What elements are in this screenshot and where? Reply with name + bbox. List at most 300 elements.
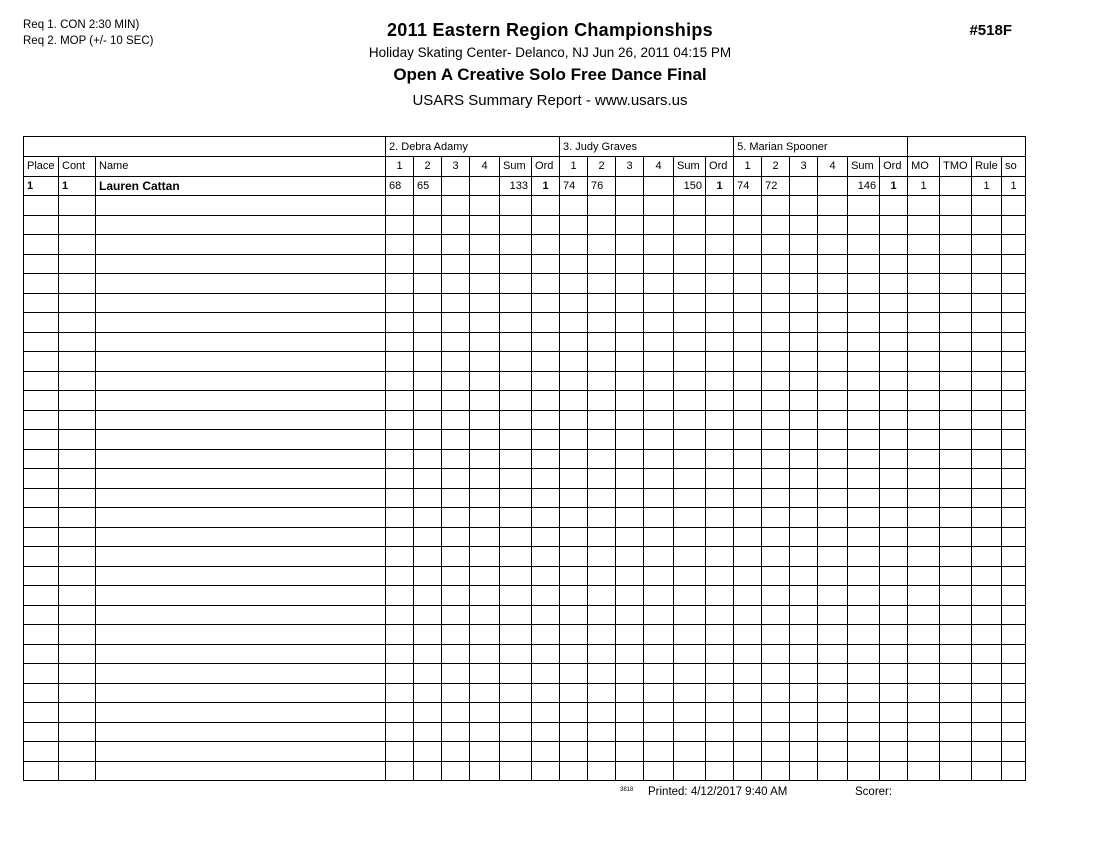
empty-cell <box>59 391 96 411</box>
empty-cell <box>96 527 386 547</box>
empty-cell <box>790 488 818 508</box>
empty-cell <box>848 293 880 313</box>
empty-cell <box>762 664 790 684</box>
empty-cell <box>588 215 616 235</box>
empty-cell <box>940 196 972 216</box>
empty-cell <box>442 293 470 313</box>
empty-cell <box>532 235 560 255</box>
empty-cell <box>96 488 386 508</box>
empty-cell <box>59 664 96 684</box>
empty-cell <box>532 391 560 411</box>
column-header-row <box>24 157 1026 177</box>
empty-cell <box>532 430 560 450</box>
empty-cell <box>470 625 500 645</box>
empty-cell <box>96 254 386 274</box>
empty-cell <box>470 391 500 411</box>
j2-score-1: 74 <box>560 176 588 196</box>
empty-cell <box>880 391 908 411</box>
empty-cell <box>96 352 386 372</box>
col-header-j2-s4: 4 <box>644 157 674 177</box>
empty-cell <box>644 547 674 567</box>
empty-cell <box>674 313 706 333</box>
table-row-empty <box>24 566 1026 586</box>
empty-cell <box>96 605 386 625</box>
empty-cell <box>386 683 414 703</box>
empty-cell <box>972 196 1002 216</box>
table-row-empty <box>24 313 1026 333</box>
empty-cell <box>940 625 972 645</box>
empty-cell <box>532 196 560 216</box>
empty-cell <box>644 215 674 235</box>
empty-cell <box>96 742 386 762</box>
empty-cell <box>588 761 616 781</box>
empty-cell <box>442 508 470 528</box>
j3-sum: 146 <box>848 176 880 196</box>
empty-cell <box>706 527 734 547</box>
empty-cell <box>790 586 818 606</box>
empty-cell <box>386 605 414 625</box>
empty-cell <box>790 508 818 528</box>
empty-cell <box>616 196 644 216</box>
empty-cell <box>818 761 848 781</box>
empty-cell <box>972 644 1002 664</box>
empty-cell <box>96 586 386 606</box>
empty-cell <box>386 254 414 274</box>
empty-cell <box>818 664 848 684</box>
col-header-place: Place <box>24 157 59 177</box>
empty-cell <box>790 215 818 235</box>
empty-cell <box>560 664 588 684</box>
empty-cell <box>706 742 734 762</box>
table-row-empty <box>24 703 1026 723</box>
empty-cell <box>818 430 848 450</box>
empty-cell <box>24 625 59 645</box>
empty-cell <box>414 410 442 430</box>
empty-cell <box>96 625 386 645</box>
empty-cell <box>59 644 96 664</box>
empty-cell <box>616 430 644 450</box>
empty-cell <box>762 488 790 508</box>
tmo-cell <box>940 176 972 196</box>
empty-cell <box>414 566 442 586</box>
empty-cell <box>940 664 972 684</box>
empty-cell <box>414 430 442 450</box>
empty-cell <box>908 703 940 723</box>
empty-cell <box>790 332 818 352</box>
empty-cell <box>734 586 762 606</box>
col-header-j1-ord: Ord <box>532 157 560 177</box>
empty-cell <box>500 215 532 235</box>
empty-cell <box>790 254 818 274</box>
empty-cell <box>880 430 908 450</box>
table-row-empty <box>24 547 1026 567</box>
empty-cell <box>500 547 532 567</box>
empty-cell <box>414 547 442 567</box>
empty-cell <box>818 215 848 235</box>
empty-cell <box>470 547 500 567</box>
empty-cell <box>848 449 880 469</box>
empty-cell <box>588 274 616 294</box>
table-row-empty <box>24 274 1026 294</box>
j1-score-1: 68 <box>386 176 414 196</box>
empty-cell <box>24 683 59 703</box>
empty-cell <box>442 410 470 430</box>
empty-cell <box>972 449 1002 469</box>
empty-cell <box>470 605 500 625</box>
empty-cell <box>414 274 442 294</box>
empty-cell <box>644 664 674 684</box>
empty-cell <box>532 742 560 762</box>
empty-cell <box>532 274 560 294</box>
empty-cell <box>386 274 414 294</box>
empty-cell <box>500 664 532 684</box>
empty-cell <box>532 313 560 333</box>
empty-cell <box>762 644 790 664</box>
empty-cell <box>880 313 908 333</box>
empty-cell <box>1002 742 1026 762</box>
empty-cell <box>59 313 96 333</box>
empty-cell <box>1002 430 1026 450</box>
empty-cell <box>24 430 59 450</box>
empty-cell <box>96 508 386 528</box>
empty-cell <box>908 235 940 255</box>
empty-cell <box>790 683 818 703</box>
empty-cell <box>706 644 734 664</box>
empty-cell <box>588 664 616 684</box>
empty-cell <box>588 586 616 606</box>
empty-cell <box>470 586 500 606</box>
empty-cell <box>818 625 848 645</box>
empty-cell <box>1002 469 1026 489</box>
empty-cell <box>616 371 644 391</box>
empty-cell <box>790 547 818 567</box>
empty-cell <box>818 605 848 625</box>
empty-cell <box>560 430 588 450</box>
empty-cell <box>762 605 790 625</box>
empty-cell <box>848 215 880 235</box>
empty-cell <box>940 254 972 274</box>
empty-cell <box>500 644 532 664</box>
empty-cell <box>470 196 500 216</box>
empty-cell <box>532 605 560 625</box>
empty-cell <box>96 391 386 411</box>
empty-cell <box>706 332 734 352</box>
empty-cell <box>880 566 908 586</box>
empty-cell <box>848 664 880 684</box>
empty-cell <box>588 332 616 352</box>
empty-cell <box>532 527 560 547</box>
empty-cell <box>1002 254 1026 274</box>
empty-cell <box>818 196 848 216</box>
empty-cell <box>818 469 848 489</box>
empty-cell <box>386 410 414 430</box>
empty-cell <box>706 293 734 313</box>
empty-cell <box>442 215 470 235</box>
empty-cell <box>940 410 972 430</box>
empty-cell <box>818 547 848 567</box>
col-header-j3-sum: Sum <box>848 157 880 177</box>
empty-cell <box>414 449 442 469</box>
empty-cell <box>790 742 818 762</box>
empty-cell <box>972 293 1002 313</box>
empty-cell <box>532 293 560 313</box>
empty-cell <box>848 371 880 391</box>
empty-cell <box>706 449 734 469</box>
event-number: #518F <box>969 22 1012 39</box>
empty-cell <box>940 332 972 352</box>
empty-cell <box>674 527 706 547</box>
empty-cell <box>442 527 470 547</box>
empty-cell <box>470 508 500 528</box>
empty-cell <box>532 664 560 684</box>
empty-cell <box>734 761 762 781</box>
empty-cell <box>500 703 532 723</box>
empty-cell <box>59 566 96 586</box>
empty-cell <box>674 644 706 664</box>
empty-cell <box>616 683 644 703</box>
empty-cell <box>972 254 1002 274</box>
empty-cell <box>386 547 414 567</box>
empty-cell <box>908 313 940 333</box>
empty-cell <box>848 391 880 411</box>
empty-cell <box>532 332 560 352</box>
empty-cell <box>734 274 762 294</box>
empty-cell <box>616 644 644 664</box>
empty-cell <box>762 196 790 216</box>
empty-cell <box>880 371 908 391</box>
judge-row-spacer-left <box>24 137 386 157</box>
empty-cell <box>972 332 1002 352</box>
table-row-empty <box>24 527 1026 547</box>
empty-cell <box>470 644 500 664</box>
empty-cell <box>560 293 588 313</box>
empty-cell <box>762 371 790 391</box>
col-header-j2-ord: Ord <box>706 157 734 177</box>
empty-cell <box>940 391 972 411</box>
empty-cell <box>644 196 674 216</box>
empty-cell <box>644 488 674 508</box>
empty-cell <box>706 664 734 684</box>
empty-cell <box>880 293 908 313</box>
empty-cell <box>848 410 880 430</box>
empty-cell <box>24 547 59 567</box>
event-title: Open A Creative Solo Free Dance Final <box>393 65 707 84</box>
empty-cell <box>818 586 848 606</box>
empty-cell <box>818 391 848 411</box>
empty-cell <box>706 761 734 781</box>
empty-cell <box>734 313 762 333</box>
empty-cell <box>908 742 940 762</box>
empty-cell <box>414 683 442 703</box>
empty-cell <box>588 605 616 625</box>
empty-cell <box>734 722 762 742</box>
empty-cell <box>532 410 560 430</box>
empty-cell <box>414 742 442 762</box>
empty-cell <box>706 683 734 703</box>
empty-cell <box>908 449 940 469</box>
empty-cell <box>908 352 940 372</box>
empty-cell <box>532 449 560 469</box>
j1-score-3 <box>442 176 470 196</box>
empty-cell <box>24 410 59 430</box>
empty-cell <box>734 625 762 645</box>
empty-cell <box>644 469 674 489</box>
empty-cell <box>790 371 818 391</box>
empty-cell <box>560 508 588 528</box>
empty-cell <box>386 332 414 352</box>
col-header-j1-s3: 3 <box>442 157 470 177</box>
empty-cell <box>96 215 386 235</box>
empty-cell <box>560 703 588 723</box>
empty-cell <box>790 196 818 216</box>
empty-cell <box>762 742 790 762</box>
empty-cell <box>560 605 588 625</box>
empty-cell <box>616 722 644 742</box>
rule-cell: 1 <box>972 176 1002 196</box>
empty-cell <box>386 196 414 216</box>
empty-cell <box>908 332 940 352</box>
empty-cell <box>386 527 414 547</box>
judge-header-row <box>24 137 1026 157</box>
empty-cell <box>442 566 470 586</box>
empty-cell <box>734 371 762 391</box>
empty-cell <box>880 469 908 489</box>
j2-score-2: 76 <box>588 176 616 196</box>
empty-cell <box>500 742 532 762</box>
empty-cell <box>734 664 762 684</box>
empty-cell <box>470 664 500 684</box>
empty-cell <box>24 332 59 352</box>
empty-cell <box>674 469 706 489</box>
empty-cell <box>908 625 940 645</box>
empty-cell <box>414 332 442 352</box>
empty-cell <box>908 586 940 606</box>
empty-cell <box>908 274 940 294</box>
table-row-empty <box>24 625 1026 645</box>
empty-cell <box>880 488 908 508</box>
empty-cell <box>616 254 644 274</box>
empty-cell <box>560 488 588 508</box>
empty-cell <box>880 703 908 723</box>
j1-score-2: 65 <box>414 176 442 196</box>
empty-cell <box>762 254 790 274</box>
empty-cell <box>560 683 588 703</box>
empty-cell <box>818 332 848 352</box>
empty-cell <box>414 293 442 313</box>
empty-cell <box>908 605 940 625</box>
empty-cell <box>59 430 96 450</box>
empty-cell <box>500 391 532 411</box>
empty-cell <box>880 527 908 547</box>
empty-cell <box>940 215 972 235</box>
empty-cell <box>414 527 442 547</box>
empty-cell <box>500 586 532 606</box>
empty-cell <box>762 547 790 567</box>
empty-cell <box>734 566 762 586</box>
empty-cell <box>762 313 790 333</box>
empty-cell <box>644 722 674 742</box>
empty-cell <box>644 449 674 469</box>
empty-cell <box>59 352 96 372</box>
col-header-j1-s4: 4 <box>470 157 500 177</box>
empty-cell <box>1002 605 1026 625</box>
empty-cell <box>59 742 96 762</box>
empty-cell <box>616 488 644 508</box>
empty-cell <box>414 625 442 645</box>
empty-cell <box>734 547 762 567</box>
empty-cell <box>24 488 59 508</box>
empty-cell <box>674 391 706 411</box>
empty-cell <box>616 586 644 606</box>
empty-cell <box>734 196 762 216</box>
empty-cell <box>848 742 880 762</box>
j1-sum: 133 <box>500 176 532 196</box>
empty-cell <box>674 508 706 528</box>
empty-cell <box>848 274 880 294</box>
empty-cell <box>880 196 908 216</box>
empty-cell <box>386 508 414 528</box>
empty-cell <box>1002 410 1026 430</box>
empty-cell <box>908 644 940 664</box>
empty-cell <box>644 352 674 372</box>
empty-cell <box>442 664 470 684</box>
empty-cell <box>706 605 734 625</box>
empty-cell <box>762 293 790 313</box>
empty-cell <box>616 235 644 255</box>
col-header-j3-s3: 3 <box>790 157 818 177</box>
empty-cell <box>616 605 644 625</box>
empty-cell <box>532 352 560 372</box>
empty-cell <box>848 196 880 216</box>
empty-cell <box>1002 391 1026 411</box>
empty-cell <box>706 391 734 411</box>
page-footer <box>0 786 1100 802</box>
empty-cell <box>818 508 848 528</box>
empty-cell <box>616 293 644 313</box>
empty-cell <box>848 430 880 450</box>
empty-cell <box>560 196 588 216</box>
j2-score-3 <box>616 176 644 196</box>
empty-cell <box>532 586 560 606</box>
empty-cell <box>588 683 616 703</box>
empty-cell <box>848 683 880 703</box>
empty-cell <box>880 332 908 352</box>
empty-cell <box>1002 293 1026 313</box>
printed-label: Printed: 4/12/2017 9:40 AM <box>648 786 788 798</box>
col-header-so: so <box>1002 157 1026 177</box>
empty-cell <box>972 664 1002 684</box>
empty-cell <box>414 254 442 274</box>
empty-cell <box>24 644 59 664</box>
empty-cell <box>880 449 908 469</box>
empty-cell <box>644 605 674 625</box>
empty-cell <box>386 488 414 508</box>
empty-cell <box>442 488 470 508</box>
empty-cell <box>734 352 762 372</box>
empty-cell <box>500 274 532 294</box>
empty-cell <box>880 761 908 781</box>
empty-cell <box>818 644 848 664</box>
empty-cell <box>59 449 96 469</box>
empty-cell <box>908 761 940 781</box>
empty-cell <box>24 293 59 313</box>
empty-cell <box>532 703 560 723</box>
empty-cell <box>616 703 644 723</box>
col-header-j2-s2: 2 <box>588 157 616 177</box>
empty-cell <box>24 254 59 274</box>
empty-cell <box>706 703 734 723</box>
table-row-empty <box>24 391 1026 411</box>
